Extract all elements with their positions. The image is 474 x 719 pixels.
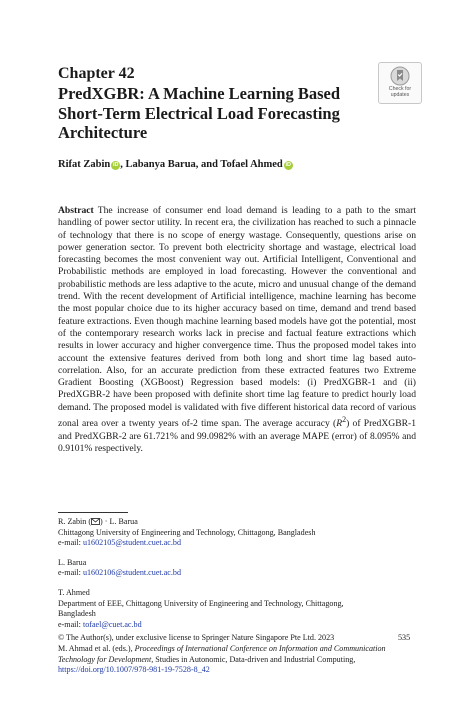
check-updates-line: updates [390, 92, 410, 98]
affiliation-names: L. Barua [58, 557, 87, 567]
abstract-text: The increase of consumer end load demand is leading to a path to the smart handling of power sector utility. In recent era, the civilization has reached to such a pinnacle of technology that there is no scope of energy wastage. Consequently, questions arise on power generation sector. To prevent both electricity shortage and wastage, electrical load forecasting becomes the most convenient way out. Artificial Intelligent, Conventional and Probabilistic methods are employed in load forecasting. However the conventional and probabilistic methods are less adaptive to the acute, micro and unusual change of the demand trend. With the recent development of Artificial intelligence, machine learning has become the most popular choice due to its higher accuracy based on time, demand and trend based feature extractions. Even though machine learning based models have got the potential, most of the contemporary research works lack in precise and factual feature extractions which results in lower accuracy and higher convergence time. Thus the proposed model takes into account the extensive features derived from both long and short time lag based auto-correlation. Also, for an accurate prediction from these extracted features two Extreme Gradient Boosting (XGBoost) Regression based models: (i) PredXGBR-1 and (ii) PredXGBR-2 have been proposed with definite short time lag feature to predict hourly load demand. The proposed model is validated with five different historical data record of various zonal area over a twenty years of-2 time span. The average accuracy ( [58, 205, 416, 430]
copyright-line: © The Author(s), under exclusive license to Springer Nature Singapore Pte Ltd. 2023 [58, 633, 335, 642]
affiliation-institution: Department of EEE, Chittagong University of Engineering and Technology, Chittagong, [58, 598, 344, 608]
author-name: Rifat Zabin [58, 159, 111, 170]
copyright-footer [58, 633, 416, 676]
affiliation-zabin-barua [58, 517, 416, 549]
doi-link[interactable]: https://doi.org/10.1007/978-981-19-7528-8_42 [58, 665, 210, 675]
email-label: e-mail: [58, 568, 83, 578]
chapter-number: Chapter 42 [58, 65, 135, 82]
email-link[interactable]: u1602106@student.cuet.ac.bd [82, 568, 181, 578]
abstract-label: Abstract [58, 205, 94, 216]
email-label: e-mail: [58, 619, 83, 629]
orcid-icon[interactable]: iD [112, 162, 119, 168]
check-updates-line: Check for [388, 86, 412, 92]
author-list [58, 158, 293, 171]
affiliation-institution: Chittagong University of Engineering and Technology, Chittagong, Bangladesh [58, 527, 316, 537]
affiliation-ahmed [58, 588, 416, 630]
affiliation-names-part: R. Zabin ( [58, 517, 92, 526]
affiliation-email [58, 538, 416, 549]
affiliation-names-part: ) · L. Barua [100, 517, 138, 526]
email-link[interactable]: u1602105@student.cuet.ac.bd [82, 538, 181, 548]
affiliation-email [58, 568, 416, 579]
email-link[interactable]: tofael@cuet.ac.bd [82, 619, 142, 629]
abstract-text: ) of PredXGBR-1 and PredXGBR-2 are 61.721% and 99.0982% with an average MAPE (error) of 8.095% and 0.9101% respectively. [58, 418, 417, 454]
affiliation-institution: Bangladesh [58, 609, 96, 619]
email-label: e-mail: [58, 538, 83, 548]
affiliation-email [58, 620, 416, 631]
affiliation-names: T. Ahmed [58, 587, 90, 597]
citation-editors: M. Ahmad et al. (eds.), [58, 643, 135, 653]
proceedings-title: Proceedings of International Conference on Information and Communication Technology for Development [58, 643, 386, 664]
r-squared-exponent: 2 [342, 415, 347, 425]
author-separator: , [120, 159, 126, 170]
chapter-title-line: PredXGBR: A Machine Learning Based [58, 84, 341, 103]
orcid-icon[interactable]: iD [285, 162, 291, 168]
chapter-title-line: Short-Term Electrical Load Forecasting [58, 103, 340, 123]
author-name: Tofael Ahmed [220, 159, 283, 170]
envelope-icon [91, 518, 100, 525]
abstract [58, 205, 416, 455]
author-name: Labanya Barua [125, 159, 196, 170]
footnote-divider [58, 512, 128, 513]
author-separator: , and [195, 159, 221, 170]
affiliations [58, 517, 416, 639]
affiliation-barua [58, 558, 416, 579]
page-number: 535 [398, 633, 411, 642]
r-squared-symbol: R [336, 418, 343, 430]
citation-series: , Studies in Autonomic, Data-driven and Industrial Computing, [151, 654, 356, 664]
chapter-heading [58, 64, 378, 143]
check-for-updates-badge[interactable] [378, 62, 422, 104]
affiliation-names [58, 517, 416, 528]
citation [58, 644, 416, 676]
chapter-title [58, 84, 378, 143]
chapter-title-line: Architecture [58, 123, 148, 142]
bookmark-check-icon [390, 66, 410, 86]
